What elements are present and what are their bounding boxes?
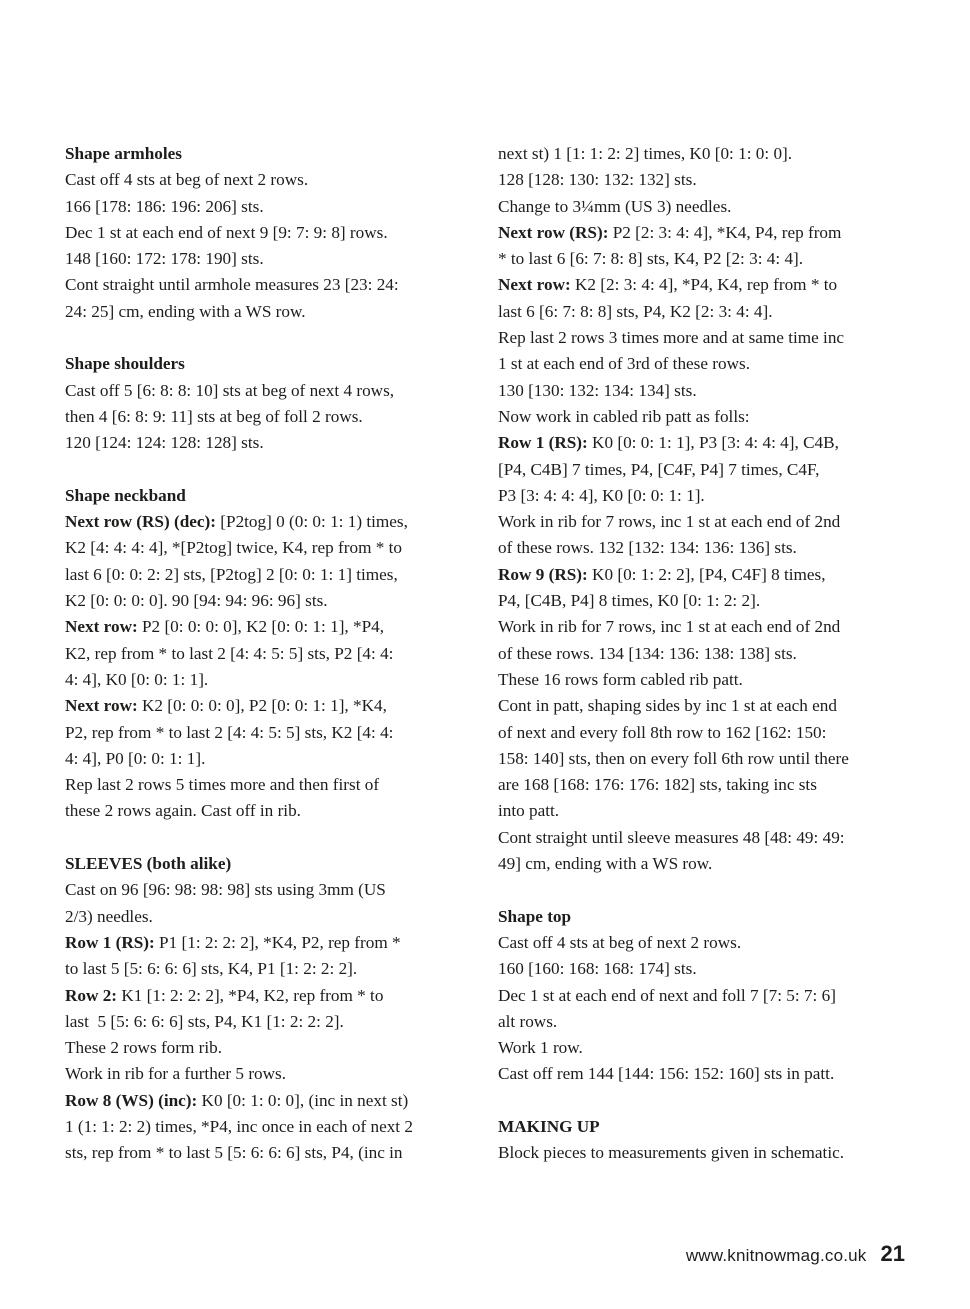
instruction-line: 120 [124: 124: 128: 128] sts. <box>65 433 264 453</box>
row-text: last 5 [5: 6: 6: 6] sts, P4, K1 [1: 2: 2: 2]. <box>65 1011 344 1031</box>
instruction-line <box>498 220 898 246</box>
instruction-line <box>498 825 898 851</box>
instruction-line <box>65 1088 460 1114</box>
instruction-line <box>498 851 898 877</box>
row-text: K2, rep from * to last 2 [4: 4: 5: 5] sts, P2 [4: 4: <box>65 643 394 663</box>
row-lead: Next row (RS): <box>498 222 609 242</box>
row-text: Rep last 2 rows 5 times more and then first of <box>65 775 380 795</box>
row-text: Work in rib for a further 5 rows. <box>65 1064 287 1084</box>
section-heading-shoulders: Shape shoulders <box>65 354 185 374</box>
instruction-line <box>65 641 460 667</box>
instruction-line <box>498 246 898 272</box>
instruction-line: Cast off 4 sts at beg of next 2 rows. <box>65 170 309 190</box>
row-text: K0 [0: 1: 2: 2], [P4, C4F] 8 times, <box>587 564 826 584</box>
instruction-line <box>65 509 460 535</box>
instruction-line: Cast off 4 sts at beg of next 2 rows. <box>498 932 742 952</box>
section-heading-top: Shape top <box>498 906 572 926</box>
instruction-line <box>498 483 898 509</box>
instruction-line <box>65 956 460 982</box>
instruction-line <box>498 772 898 798</box>
instruction-line <box>498 457 898 483</box>
instruction-line <box>498 693 898 719</box>
instruction-line <box>65 1009 460 1035</box>
row-lead: Row 2: <box>65 985 118 1005</box>
instruction-line <box>498 351 898 377</box>
instruction-line <box>65 693 460 719</box>
instruction-line <box>65 667 460 693</box>
instruction-line: then 4 [6: 8: 9: 11] sts at beg of foll 2 rows. <box>65 406 363 426</box>
row-text: P3 [3: 4: 4: 4], K0 [0: 0: 1: 1]. <box>498 485 705 505</box>
row-lead: Row 8 (WS) (inc): <box>65 1090 198 1110</box>
row-text: of these rows. 132 [132: 134: 136: 136] sts. <box>498 538 797 558</box>
instruction-line <box>498 614 898 640</box>
instruction-line: Cast off rem 144 [144: 156: 152: 160] sts in patt. <box>498 1064 835 1084</box>
instruction-line <box>498 535 898 561</box>
instruction-line <box>65 877 460 903</box>
section-heading-neckband: Shape neckband <box>65 485 186 505</box>
row-text: 4: 4], P0 [0: 0: 1: 1]. <box>65 748 206 768</box>
row-text: [P4, C4B] 7 times, P4, [C4F, P4] 7 times, C4F, <box>498 459 820 479</box>
row-text: 49] cm, ending with a WS row. <box>498 854 713 874</box>
instruction-line <box>65 930 460 956</box>
website-url: www.knitnowmag.co.uk <box>685 1246 867 1265</box>
row-lead: Next row: <box>65 696 138 716</box>
row-text: to last 5 [5: 6: 6: 6] sts, K4, P1 [1: 2: 2: 2]. <box>65 959 358 979</box>
spacer <box>65 825 460 851</box>
instruction-line <box>498 562 898 588</box>
row-text: next st) 1 [1: 1: 2: 2] times, K0 [0: 1: 0: 0]. <box>498 144 793 163</box>
instruction-line <box>65 1061 460 1087</box>
instruction-line <box>65 1140 460 1166</box>
instruction-line: Dec 1 st at each end of next 9 [9: 7: 9: 8] rows. <box>65 222 388 242</box>
instruction-line <box>65 562 460 588</box>
instruction-line <box>498 299 898 325</box>
row-text: P2, rep from * to last 2 [4: 4: 5: 5] sts, K2 [4: 4: <box>65 722 394 742</box>
row-text: 4: 4], K0 [0: 0: 1: 1]. <box>65 669 209 689</box>
instruction-line <box>65 746 460 772</box>
row-text: P2 [2: 3: 4: 4], *K4, P4, rep from <box>608 222 842 242</box>
row-lead: Row 9 (RS): <box>498 564 588 584</box>
row-text: last 6 [0: 0: 2: 2] sts, [P2tog] 2 [0: 0: 1: 1] times, <box>65 564 398 584</box>
row-text: of these rows. 134 [134: 136: 138: 138] sts. <box>498 643 797 663</box>
row-text: * to last 6 [6: 7: 8: 8] sts, K4, P2 [2: 3: 4: 4]. <box>498 249 804 269</box>
row-text: Work in rib for 7 rows, inc 1 st at each end of 2nd <box>498 617 841 637</box>
row-text: Change to 3¼mm (US 3) needles. <box>498 196 732 216</box>
row-text: of next and every foll 8th row to 162 [162: 150: <box>498 722 827 742</box>
row-text: 1 (1: 1: 2: 2) times, *P4, inc once in each of next 2 <box>65 1116 413 1136</box>
instruction-line <box>498 325 898 351</box>
spacer <box>65 325 460 351</box>
row-text: Now work in cabled rib patt as folls: <box>498 406 750 426</box>
row-text: 158: 140] sts, then on every foll 6th row until there <box>498 748 849 768</box>
instruction-line <box>65 1035 460 1061</box>
instruction-line <box>498 194 898 220</box>
row-text: K2 [2: 3: 4: 4], *P4, K4, rep from * to <box>570 275 838 295</box>
row-text: K1 [1: 2: 2: 2], *P4, K2, rep from * to <box>117 985 384 1005</box>
row-lead: Row 1 (RS): <box>498 433 588 453</box>
row-lead: Row 1 (RS): <box>65 932 155 952</box>
instruction-line: Cont straight until armhole measures 23 [23: 24: <box>65 275 399 295</box>
row-text: are 168 [168: 176: 176: 182] sts, taking inc sts <box>498 775 817 795</box>
row-text: K0 [0: 0: 1: 1], P3 [3: 4: 4: 4], C4B, <box>587 433 839 453</box>
instruction-line: 24: 25] cm, ending with a WS row. <box>65 301 306 321</box>
row-lead: Next row (RS) (dec): <box>65 512 216 532</box>
instruction-line: Cast off 5 [6: 8: 8: 10] sts at beg of next 4 rows, <box>65 380 395 400</box>
instruction-line <box>498 430 898 456</box>
instruction-line <box>498 378 898 404</box>
instruction-line <box>498 588 898 614</box>
instruction-line: alt rows. <box>498 1011 558 1031</box>
spacer <box>498 877 898 903</box>
row-text: last 6 [6: 7: 8: 8] sts, P4, K2 [2: 3: 4: 4]. <box>498 301 773 321</box>
instruction-line: 166 [178: 186: 196: 206] sts. <box>65 196 264 216</box>
row-text: 128 [128: 130: 132: 132] sts. <box>498 170 697 190</box>
instruction-line <box>498 798 898 824</box>
row-text: Work in rib for 7 rows, inc 1 st at each end of 2nd <box>498 512 841 532</box>
instruction-line: 160 [160: 168: 168: 174] sts. <box>498 959 697 979</box>
row-text: K0 [0: 1: 0: 0], (inc in next st) <box>197 1090 409 1110</box>
row-text: Cast on 96 [96: 98: 98: 98] sts using 3mm (US <box>65 880 386 900</box>
section-heading-armholes: Shape armholes <box>65 144 182 163</box>
page-footer <box>686 1241 905 1267</box>
instruction-line: Block pieces to measurements given in schematic. <box>498 1143 845 1163</box>
instruction-line <box>498 746 898 772</box>
instruction-line <box>65 772 460 798</box>
spacer <box>65 457 460 483</box>
instruction-line <box>65 798 460 824</box>
instruction-line <box>65 983 460 1009</box>
row-text: sts, rep from * to last 5 [5: 6: 6: 6] sts, P4, (inc in <box>65 1143 403 1163</box>
instruction-line <box>498 720 898 746</box>
instruction-line <box>498 141 898 167</box>
row-text: These 16 rows form cabled rib patt. <box>498 669 743 689</box>
row-lead: Next row: <box>65 617 138 637</box>
row-text: P4, [C4B, P4] 8 times, K0 [0: 1: 2: 2]. <box>498 591 761 611</box>
right-column <box>498 141 898 1167</box>
instruction-line <box>65 535 460 561</box>
instruction-line <box>498 509 898 535</box>
instruction-line: Dec 1 st at each end of next and foll 7 [7: 5: 7: 6] <box>498 985 836 1005</box>
instruction-line <box>65 588 460 614</box>
row-text: Cont in patt, shaping sides by inc 1 st at each end <box>498 696 837 716</box>
row-text: K2 [0: 0: 0: 0], P2 [0: 0: 1: 1], *K4, <box>137 696 387 716</box>
row-text: into patt. <box>498 801 560 821</box>
instruction-line: 148 [160: 172: 178: 190] sts. <box>65 249 264 269</box>
row-lead: Next row: <box>498 275 571 295</box>
row-text: K2 [0: 0: 0: 0]. 90 [94: 94: 96: 96] sts. <box>65 591 328 611</box>
page-number: 21 <box>880 1241 905 1266</box>
instruction-line <box>498 404 898 430</box>
instruction-line <box>65 720 460 746</box>
instruction-line <box>498 167 898 193</box>
instruction-line <box>498 667 898 693</box>
instruction-line <box>65 1114 460 1140</box>
row-text: P1 [1: 2: 2: 2], *K4, P2, rep from * <box>154 932 401 952</box>
row-text: Cont straight until sleeve measures 48 [48: 49: 49: <box>498 827 845 847</box>
row-text: [P2tog] 0 (0: 0: 1: 1) times, <box>215 512 408 532</box>
instruction-line <box>498 272 898 298</box>
row-text: K2 [4: 4: 4: 4], *[P2tog] twice, K4, rep from * to <box>65 538 403 558</box>
spacer <box>498 1088 898 1114</box>
section-heading-making-up: MAKING UP <box>498 1116 600 1136</box>
instruction-line: Work 1 row. <box>498 1038 583 1058</box>
row-text: Rep last 2 rows 3 times more and at same time inc <box>498 328 845 348</box>
instruction-line <box>65 904 460 930</box>
row-text: 1 st at each end of 3rd of these rows. <box>498 354 751 374</box>
row-text: 130 [130: 132: 134: 134] sts. <box>498 380 697 400</box>
row-text: these 2 rows again. Cast off in rib. <box>65 801 301 821</box>
left-column <box>65 141 460 1167</box>
instruction-line <box>65 614 460 640</box>
row-text: 2/3) needles. <box>65 906 153 926</box>
instruction-line <box>498 641 898 667</box>
row-text: These 2 rows form rib. <box>65 1038 223 1058</box>
section-heading-sleeves: SLEEVES (both alike) <box>65 854 232 874</box>
row-text: P2 [0: 0: 0: 0], K2 [0: 0: 1: 1], *P4, <box>137 617 385 637</box>
